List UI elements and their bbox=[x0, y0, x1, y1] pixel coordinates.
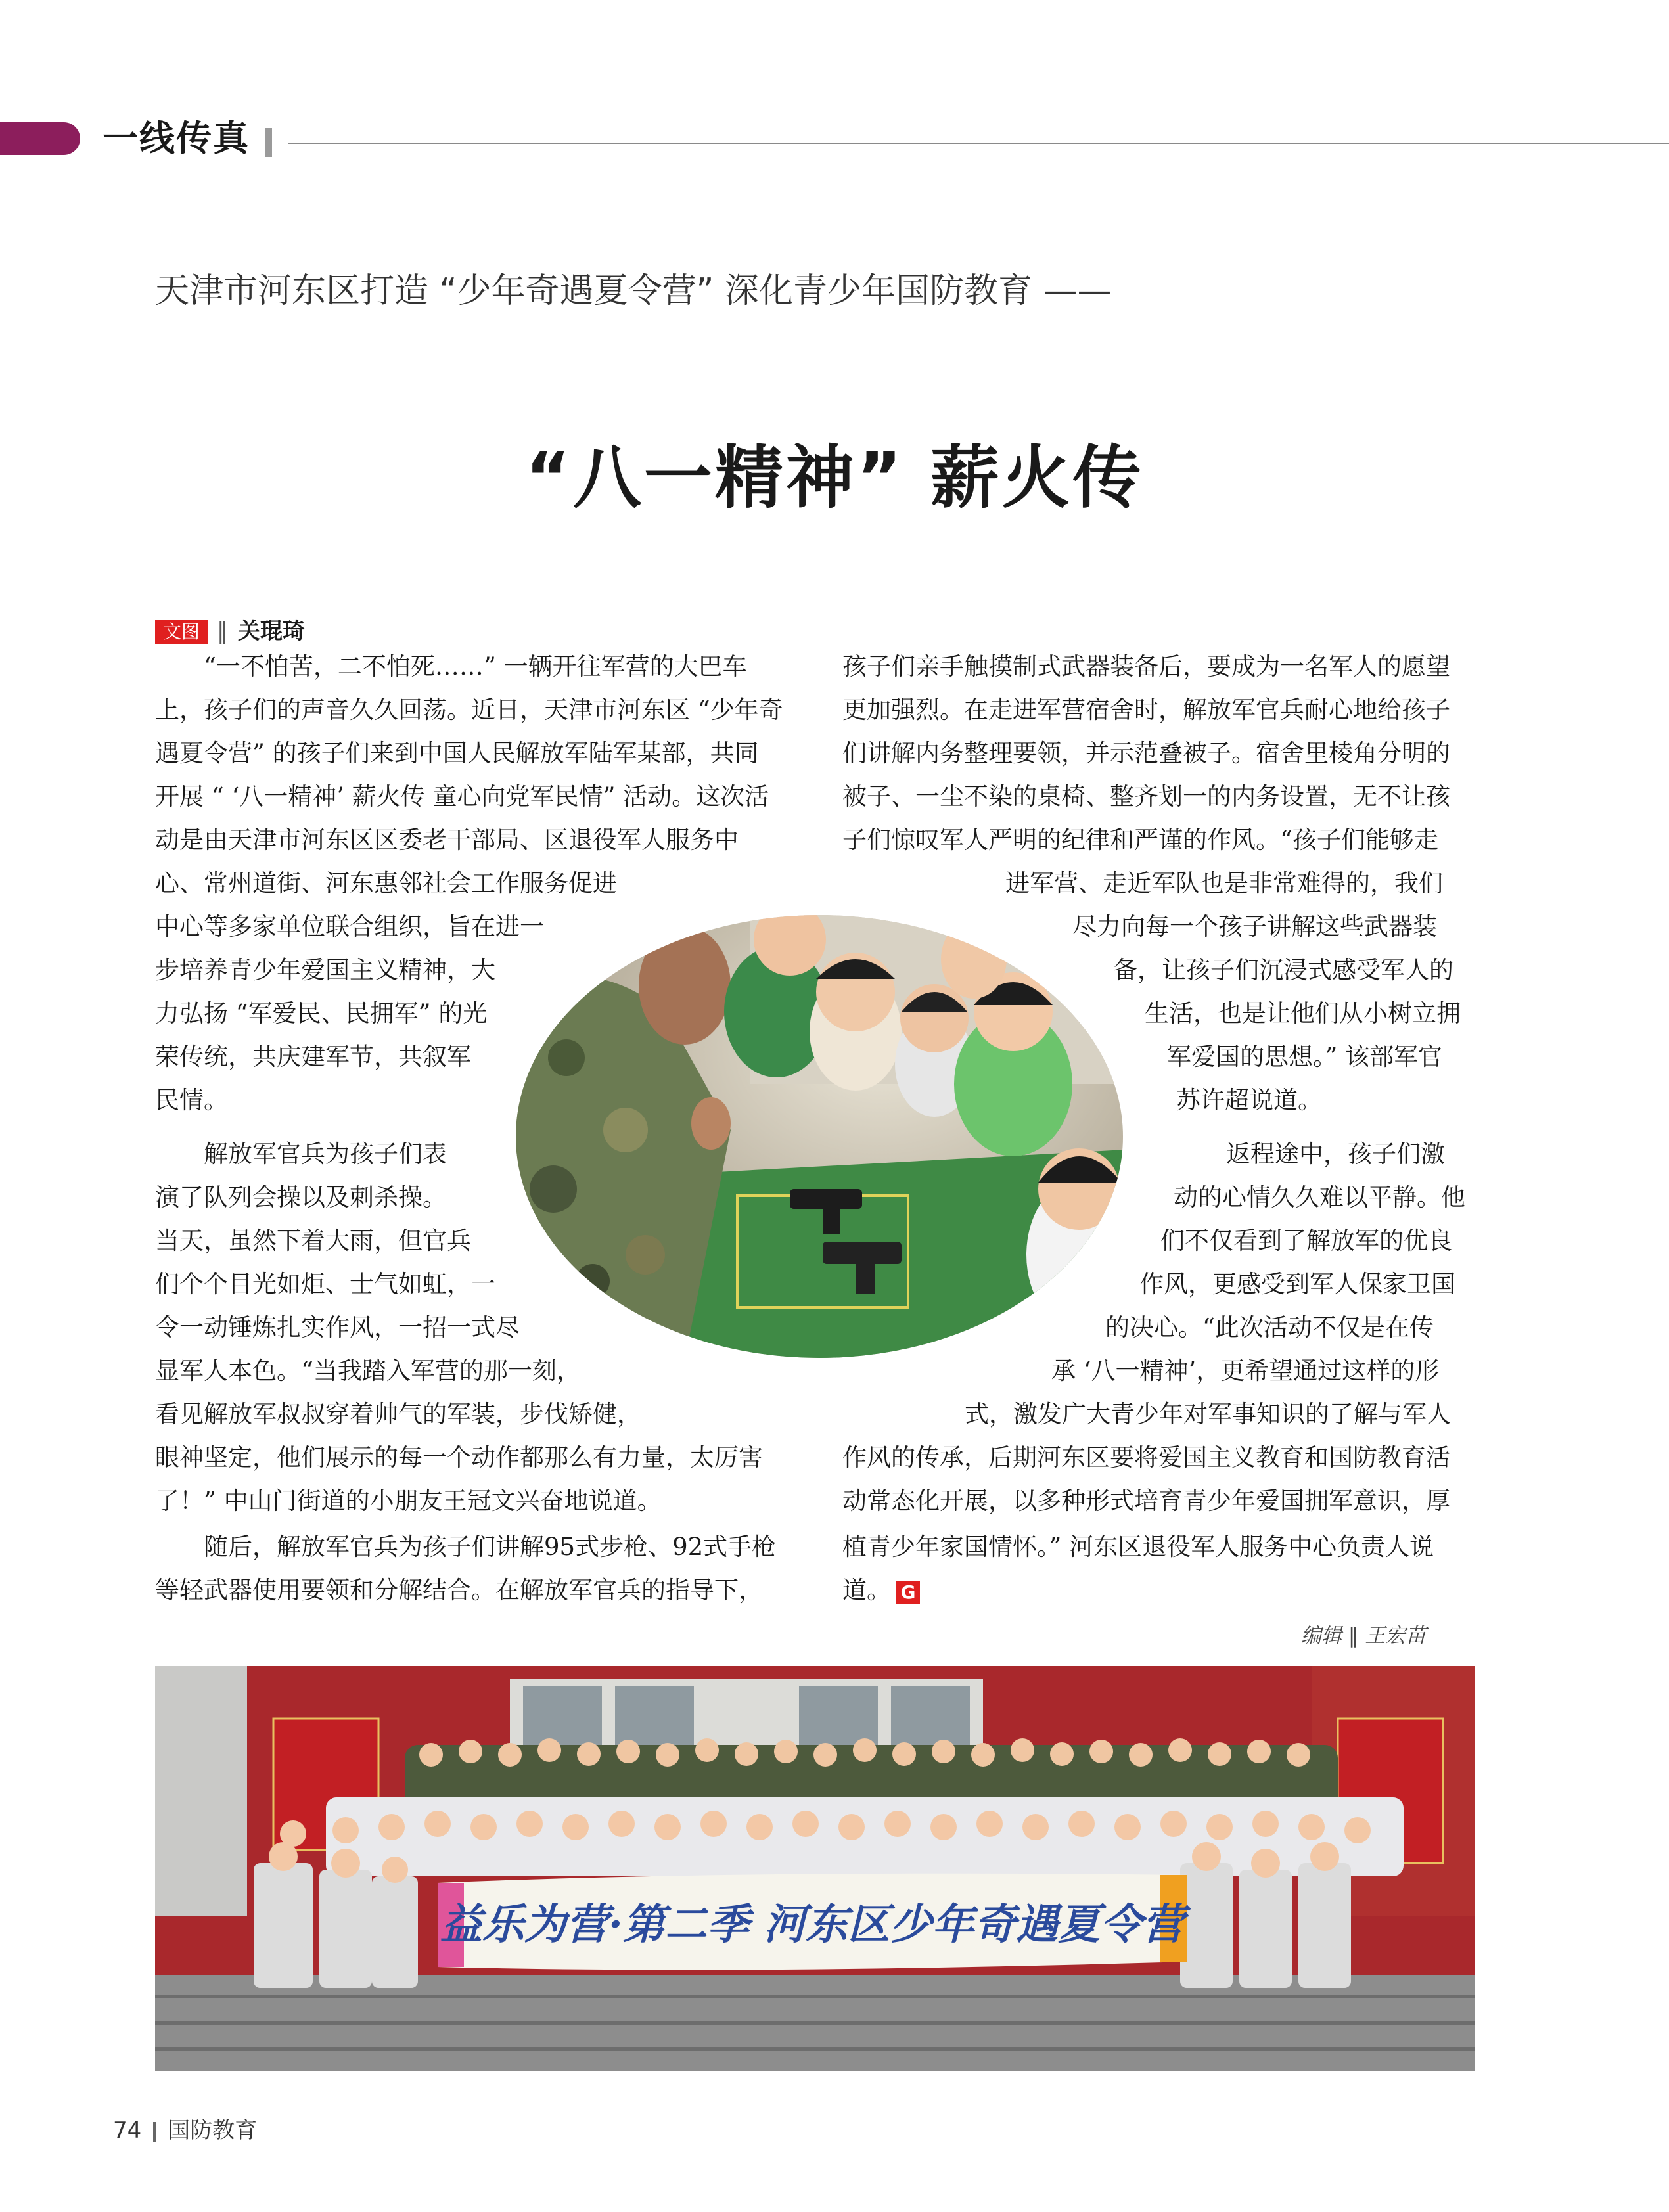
magazine-name: 国防教育 bbox=[168, 2117, 258, 2144]
oval-photo bbox=[514, 913, 1125, 1360]
page-number: 74 bbox=[113, 2117, 142, 2144]
header-rule bbox=[288, 143, 1669, 144]
paragraph-line: 道。 G bbox=[842, 1574, 920, 1607]
banner-text: 益乐为营·第二季 河东区少年奇遇夏令营 bbox=[440, 1900, 1185, 1949]
paragraph-line: 演了队列会操以及刺杀操。 bbox=[155, 1183, 447, 1211]
paragraph-line: 的决心。“此次活动不仅是在传 bbox=[1105, 1313, 1434, 1342]
paragraph-line: 民情。 bbox=[155, 1086, 228, 1114]
paragraph-line: 动常态化开展，以多种形式培育青少年爱国拥军意识，厚 bbox=[842, 1487, 1450, 1515]
paragraph-line: 当天，虽然下着大雨，但官兵 bbox=[155, 1227, 471, 1255]
paragraph-line: 孩子们亲手触摸制式武器装备后，要成为一名军人的愿望 bbox=[842, 652, 1450, 681]
paragraph-line: 植青少年家国情怀。” 河东区退役军人服务中心负责人说 bbox=[842, 1533, 1434, 1561]
article-headline: “八一精神” 薪火传 bbox=[525, 438, 1144, 518]
paragraph-line: 步培养青少年爱国主义精神，大 bbox=[155, 956, 495, 984]
paragraph-line: 令一动锤炼扎实作风，一招一式尽 bbox=[155, 1313, 520, 1342]
paragraph-line: 被子、一尘不染的桌椅、整齐划一的内务设置，无不让孩 bbox=[842, 782, 1450, 811]
section-divider-bar bbox=[265, 128, 272, 157]
paragraph-line: 显军人本色。“当我踏入军营的那一刻， bbox=[155, 1357, 581, 1385]
paragraph-line: 生活，也是让他们从小树立拥 bbox=[1145, 999, 1461, 1027]
section-marker bbox=[0, 122, 80, 155]
paragraph-line: 力弘扬 “军爱民、民拥军” 的光 bbox=[155, 999, 488, 1027]
paragraph-line: 等轻武器使用要领和分解结合。在解放军官兵的指导下， bbox=[155, 1576, 763, 1604]
paragraph-line: 尽力向每一个孩子讲解这些武器装 bbox=[1072, 913, 1437, 941]
paragraph-line: 承 ‘八一精神’，更希望通过这样的形 bbox=[1051, 1357, 1440, 1385]
paragraph-line: “一不怕苦，二不怕死……” 一辆开往军营的大巴车 bbox=[204, 652, 747, 681]
footer-divider bbox=[153, 2122, 156, 2142]
paragraph-line: 军爱国的思想。” 该部军官 bbox=[1167, 1043, 1443, 1071]
paragraph-line: 进军营、走近军队也是非常难得的，我们 bbox=[1005, 869, 1443, 897]
end-mark-icon: G bbox=[896, 1581, 920, 1604]
group-photo bbox=[155, 1666, 1475, 2071]
paragraph-line: 更加强烈。在走进军营宿舍时，解放军官兵耐心地给孩子 bbox=[842, 696, 1450, 724]
paragraph-line: 们个个目光如炬、士气如虹，一 bbox=[155, 1270, 495, 1298]
paragraph-line: 备，让孩子们沉浸式感受军人的 bbox=[1113, 956, 1453, 984]
section-title: 一线传真 bbox=[103, 118, 250, 159]
paragraph-line: 心、常州道街、河东惠邻社会工作服务促进 bbox=[155, 869, 617, 897]
paragraph-line: 作风的传承，后期河东区要将爱国主义教育和国防教育活 bbox=[842, 1443, 1450, 1472]
byline-author: 关琨琦 bbox=[238, 618, 305, 644]
paragraph-line: 作风，更感受到军人保家卫国 bbox=[1139, 1270, 1455, 1298]
paragraph-line: 开展 “ ‘八一精神’ 薪火传 童心向党军民情” 活动。这次活 bbox=[155, 782, 769, 811]
byline-tag: 文图 bbox=[155, 620, 208, 644]
paragraph-line: 动是由天津市河东区区委老干部局、区退役军人服务中 bbox=[155, 826, 739, 854]
paragraph-line: 们讲解内务整理要领，并示范叠被子。宿舍里棱角分明的 bbox=[842, 739, 1450, 767]
editor-credit: 编辑 ‖ 王宏苗 bbox=[1301, 1624, 1427, 1648]
paragraph-line: 式，激发广大青少年对军事知识的了解与军人 bbox=[965, 1400, 1451, 1428]
paragraph-line: 上，孩子们的声音久久回荡。近日，天津市河东区 “少年奇 bbox=[155, 696, 783, 724]
paragraph-line: 看见解放军叔叔穿着帅气的军装，步伐矫健， bbox=[155, 1400, 641, 1428]
paragraph-line: 了！” 中山门街道的小朋友王冠文兴奋地说道。 bbox=[155, 1487, 662, 1515]
paragraph-line: 解放军官兵为孩子们表 bbox=[204, 1140, 447, 1168]
paragraph-line: 动的心情久久难以平静。他 bbox=[1174, 1183, 1465, 1211]
paragraph-line: 荣传统，共庆建军节，共叙军 bbox=[155, 1043, 471, 1071]
paragraph-line: 子们惊叹军人严明的纪律和严谨的作风。“孩子们能够走 bbox=[842, 826, 1438, 854]
page-footer bbox=[113, 2114, 257, 2147]
paragraph-line: 返程途中，孩子们激 bbox=[1226, 1140, 1445, 1168]
paragraph-line: 眼神坚定，他们展示的每一个动作都那么有力量，太厉害 bbox=[155, 1443, 763, 1472]
paragraph-line: 遇夏令营” 的孩子们来到中国人民解放军陆军某部，共同 bbox=[155, 739, 759, 767]
paragraph-line: 们不仅看到了解放军的优良 bbox=[1160, 1227, 1452, 1255]
byline-separator: ‖ bbox=[217, 618, 228, 644]
paragraph-line: 随后，解放军官兵为孩子们讲解95式步枪、92式手枪 bbox=[204, 1533, 777, 1561]
article-subtitle: 天津市河东区打造 “少年奇遇夏令营” 深化青少年国防教育 —— bbox=[155, 271, 1112, 311]
paragraph-line: 苏许超说道。 bbox=[1176, 1086, 1322, 1114]
paragraph-line: 中心等多家单位联合组织，旨在进一 bbox=[155, 913, 544, 941]
